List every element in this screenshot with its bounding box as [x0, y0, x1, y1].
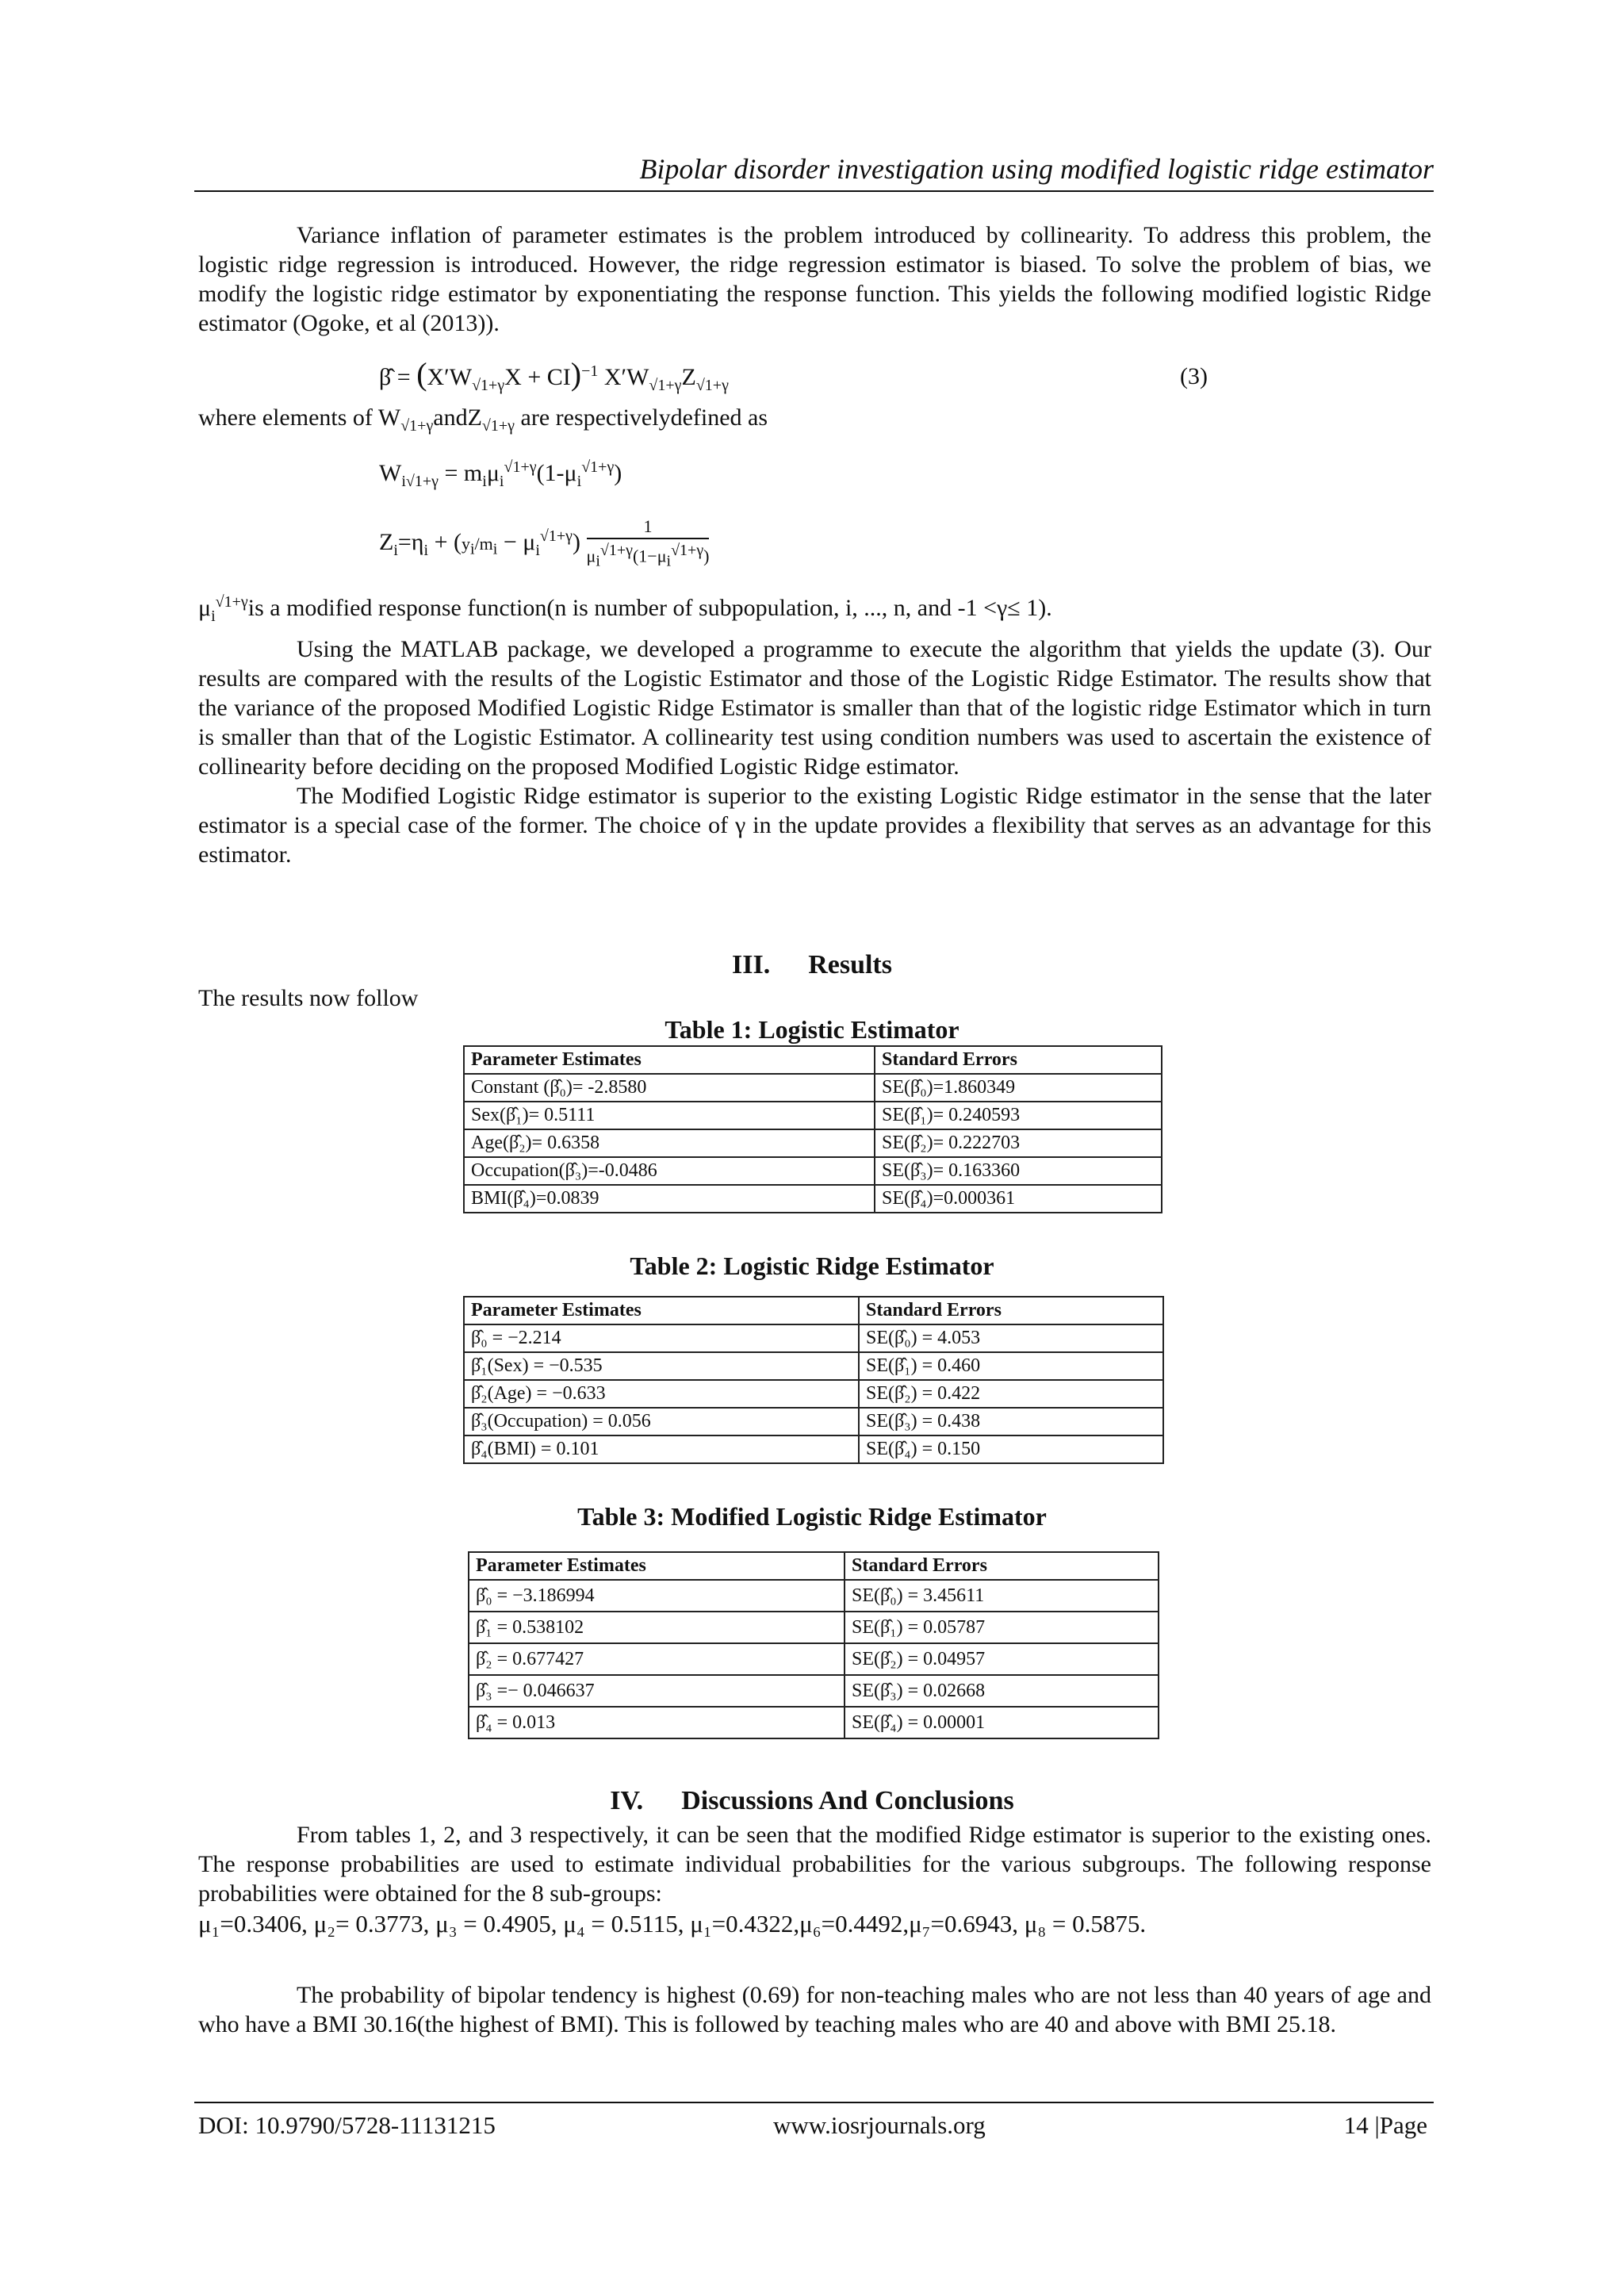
paragraph-variance-inflation: Variance inflation of parameter estimates is the problem introduced by collinearity. To address this problem, the logistic ridge regression is introduced. However, the ridge regression estimator is biased. To solve the problem of bias, we modify the logistic ridge estimator by exponentiating the response function. This yields the following modified logistic Ridge estimator (Ogoke, et al (2013)). — [198, 222, 1431, 336]
table-row — [464, 1408, 1163, 1435]
footer-rule — [194, 2102, 1434, 2103]
table-header-cell: Parameter Estimates — [464, 1297, 859, 1324]
results-intro-block — [198, 983, 1431, 1013]
section-discussion-title: Discussions And Conclusions — [681, 1786, 1014, 1815]
discussion-block — [198, 1820, 1431, 1908]
table-row — [464, 1324, 1163, 1352]
table-row — [469, 1643, 1159, 1675]
mu-definition-text: is a modified response function(n is number of subpopulation, i, ..., n, and -1 <γ≤ 1). — [247, 595, 1052, 621]
table-cell: SE(β̂₀)=1.860349 — [875, 1074, 1162, 1102]
where-prefix: where elements of W — [198, 404, 401, 431]
table2-caption: Table 2: Logistic Ridge Estimator — [630, 1251, 994, 1280]
section-results-heading — [0, 950, 1624, 980]
table-cell: SE(β̂₄)=0.000361 — [875, 1185, 1162, 1213]
table-row — [469, 1612, 1159, 1643]
table-cell: β̂₀ = −2.214 — [464, 1324, 859, 1352]
table-cell: Constant (β̂₀)= -2.8580 — [464, 1074, 875, 1102]
section-discussion-number: IV. — [610, 1786, 644, 1815]
table-cell: SE(β̂₂) = 0.422 — [859, 1380, 1163, 1408]
table-cell: Sex(β̂₁)= 0.5111 — [464, 1102, 875, 1129]
conclusion-block — [198, 1980, 1431, 2039]
table-row — [464, 1380, 1163, 1408]
table-header-row — [469, 1552, 1159, 1580]
table-header-cell: Parameter Estimates — [469, 1552, 845, 1580]
header-rule — [194, 190, 1434, 192]
table-cell: SE(β̂₀) = 3.45611 — [845, 1580, 1159, 1612]
running-title: Bipolar disorder investigation using modified logistic ridge estimator — [639, 153, 1434, 185]
paragraph-superior: The Modified Logistic Ridge estimator is superior to the existing Logistic Ridge estimator in the sense that the later estimator is a special case of the former. The choice of γ in the update provides a flexibility that serves as an advantage for this estimator. — [198, 783, 1431, 868]
table-cell: β̂₃ =− 0.046637 — [469, 1675, 845, 1707]
table-row — [469, 1675, 1159, 1707]
table-row — [464, 1185, 1162, 1213]
section-results-number: III. — [732, 950, 771, 979]
table-cell: SE(β̂₃)= 0.163360 — [875, 1157, 1162, 1185]
table2 — [463, 1296, 1164, 1464]
table-header-row — [464, 1046, 1162, 1074]
table1-caption: Table 1: Logistic Estimator — [665, 1015, 959, 1044]
table-cell: β̂₁ = 0.538102 — [469, 1612, 845, 1643]
table-cell: SE(β̂₄) = 0.00001 — [845, 1707, 1159, 1738]
where-line: where elements of $W_{√1+\gamma}andZ_{√1+\gamma}$ are respectivelydefined as — [198, 404, 768, 435]
footer-website[interactable]: www.iosrjournals.org — [773, 2111, 986, 2139]
section-discussion-heading — [0, 1786, 1624, 1816]
table3 — [468, 1551, 1159, 1739]
table-row — [464, 1129, 1162, 1157]
footer-page-number: 14 |Page — [1343, 2111, 1427, 2139]
table-header-cell: Parameter Estimates — [464, 1046, 875, 1074]
table-cell: β̂₄(BMI) = 0.101 — [464, 1435, 859, 1463]
paragraph-intro — [198, 220, 1431, 338]
table-row — [469, 1707, 1159, 1738]
table-row — [464, 1157, 1162, 1185]
section-results-title: Results — [808, 950, 892, 979]
probabilities-line: μ₁=0.3406, μ₂= 0.3773, μ₃ = 0.4905, μ₄ = 0.5115, μ₁=0.4322,μ₆=0.4492,μ₇=0.6943, μ₈ = 0.5875. — [198, 1910, 1147, 1938]
equation-w: $W_{i√1+\gamma} = m_i\mu_i^{√1+\gamma}(1-\mu_i^{√1+\gamma})$ — [379, 458, 622, 490]
table-cell: β̂₂ = 0.677427 — [469, 1643, 845, 1675]
table-cell: β̂₃(Occupation) = 0.056 — [464, 1408, 859, 1435]
table-cell: SE(β̂₂) = 0.04957 — [845, 1643, 1159, 1675]
table-cell: SE(β̂₀) = 4.053 — [859, 1324, 1163, 1352]
table-header-cell: Standard Errors — [859, 1297, 1163, 1324]
equation-number: (3) — [1180, 363, 1208, 389]
where-suffix: are respectivelydefined as — [520, 404, 768, 431]
table-cell: SE(β̂₄) = 0.150 — [859, 1435, 1163, 1463]
table-cell: β̂₂(Age) = −0.633 — [464, 1380, 859, 1408]
results-intro: The results now follow — [198, 985, 419, 1011]
paragraph-discussion: From tables 1, 2, and 3 respectively, it can be seen that the modified Ridge estimator is superior to the existing ones. The response probabilities are used to estimate individual probabilities for the various subgroups. The following response probabilities were obtained for the 8 sub-groups: — [198, 1822, 1431, 1907]
table-row — [464, 1352, 1163, 1380]
table-cell: β̂₀ = −3.186994 — [469, 1580, 845, 1612]
table1 — [463, 1045, 1162, 1213]
table-cell: SE(β̂₂)= 0.222703 — [875, 1129, 1162, 1157]
paragraph-conclusion: The probability of bipolar tendency is highest (0.69) for non-teaching males who are not less than 40 years of age and who have a BMI 30.16(the highest of BMI). This is followed by teaching males who are 40 and above with BMI 25.18. — [198, 1982, 1431, 2037]
table-cell: β̂₁(Sex) = −0.535 — [464, 1352, 859, 1380]
table-cell: SE(β̂₁) = 0.05787 — [845, 1612, 1159, 1643]
table-row — [464, 1074, 1162, 1102]
table-cell: SE(β̂₃) = 0.02668 — [845, 1675, 1159, 1707]
paragraph-matlab: Using the MATLAB package, we developed a programme to execute the algorithm that yields the update (3). Our results are compared with the results of the Logistic Estimator and those of the Logistic Ridge Estimator. The results show that the variance of the proposed Modified Logistic Ridge Estimator is smaller than that of the logistic ridge Estimator which in turn is smaller than that of the Logistic Estimator. A collinearity test using condition numbers was used to ascertain the existence of collinearity before deciding on the proposed Modified Logistic Ridge estimator. — [198, 636, 1431, 780]
table-header-cell: Standard Errors — [875, 1046, 1162, 1074]
mu-definition: $\mu_i^{√1+\gamma}is$ a modified response function(n is number of subpopulation, i, ..., n, and -1 <γ≤ 1). — [198, 593, 1052, 625]
paragraph-block-2 — [198, 634, 1431, 869]
table-cell: β̂₄ = 0.013 — [469, 1707, 845, 1738]
table-cell: SE(β̂₁)= 0.240593 — [875, 1102, 1162, 1129]
equation-z: $Z_i=\eta_i + (y_i/m_i - \mu_i^{√1+\gamma})$ $\frac{1}{\mu_i^{√1+\gamma}(1-\mu_i^{√1+\gamma})}$ — [379, 516, 710, 570]
where-and: andZ — [433, 404, 482, 431]
table-cell: SE(β̂₃) = 0.438 — [859, 1408, 1163, 1435]
table-header-row — [464, 1297, 1163, 1324]
table-row — [469, 1580, 1159, 1612]
table-cell: Age(β̂₂)= 0.6358 — [464, 1129, 875, 1157]
equation-3: β̂ = $(X'W_{√1+\gamma}X + CI)^{-1}$ $X'W_{√1+\gamma}Z_{√1+\gamma}$ — [379, 356, 729, 394]
table-header-cell: Standard Errors — [845, 1552, 1159, 1580]
table-cell: SE(β̂₁) = 0.460 — [859, 1352, 1163, 1380]
table-cell: BMI(β̂₄)=0.0839 — [464, 1185, 875, 1213]
footer-doi: DOI: 10.9790/5728-11131215 — [198, 2111, 496, 2139]
table-row — [464, 1102, 1162, 1129]
table-cell: Occupation(β̂₃)=-0.0486 — [464, 1157, 875, 1185]
table-row — [464, 1435, 1163, 1463]
table3-caption: Table 3: Modified Logistic Ridge Estimator — [577, 1502, 1047, 1531]
